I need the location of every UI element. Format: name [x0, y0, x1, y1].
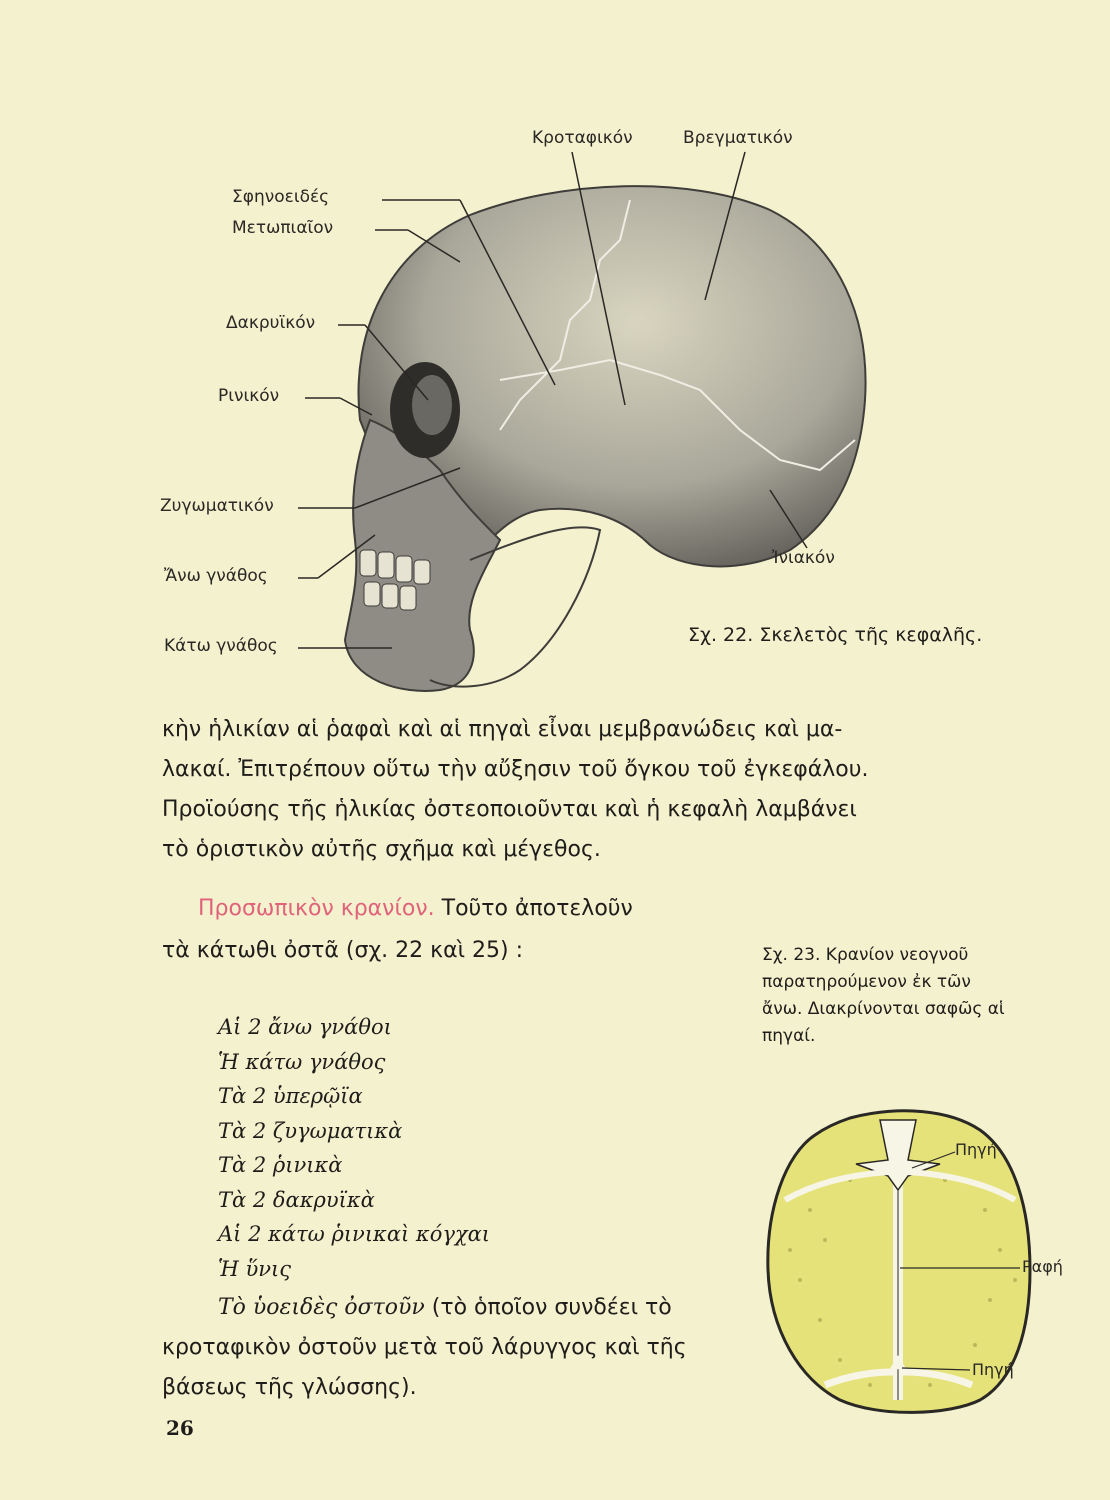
skull-illustration	[0, 0, 1110, 700]
figure-22-caption: Σχ. 22. Σκελετὸς τῆς κεφαλῆς.	[688, 624, 983, 646]
label-zygomatic: Ζυγωματικόν	[160, 496, 274, 516]
page-number: 26	[166, 1416, 194, 1440]
closing-paragraph	[162, 1288, 732, 1408]
section-heading: Προσωπικὸν κρανίον.	[198, 896, 435, 921]
bone-list	[218, 1010, 490, 1286]
paragraph-line: κὴν ἡλικίαν αἱ ῥαφαὶ καὶ αἱ πηγαὶ εἶναι μεμβρανώδεις καὶ μα-	[162, 717, 843, 742]
label-occipital: Ἰνιακόν	[772, 548, 835, 568]
section-heading-line	[162, 896, 633, 921]
paragraph-line: τὸ ὁριστικὸν αὐτῆς σχῆμα καὶ μέγεθος.	[162, 837, 601, 862]
section-intro: τὰ κάτωθι ὀστᾶ (σχ. 22 καὶ 25) :	[162, 938, 524, 963]
list-item: Αἱ 2 κάτω ῥινικαὶ κόγχαι	[218, 1222, 491, 1246]
label-sphenoid: Σφηνοειδές	[232, 187, 330, 207]
label-suture: Ραφή	[1022, 1257, 1063, 1276]
section-heading-rest: Τοῦτο ἀποτελοῦν	[441, 896, 633, 921]
label-fontanelle-top: Πηγή	[955, 1140, 997, 1159]
label-mandible: Κάτω γνάθος	[164, 636, 278, 656]
label-temporal: Κροταφικόν	[532, 128, 633, 148]
label-lacrimal: Δακρυϊκόν	[226, 313, 316, 333]
paragraph-line: Προϊούσης τῆς ἡλικίας ὀστεοποιοῦνται καὶ ἡ κεφαλὴ λαμβάνει	[162, 797, 857, 822]
figure-23-caption: Σχ. 23. Κρανίον νεογνοῦ παρατηρούμενον ἐκ τῶν ἄνω. Διακρίνονται σαφῶς αἱ πηγαί.	[762, 945, 1005, 1046]
closing-text: (τὸ ὁποῖον συνδέει τὸ κροταφικὸν ὀστοῦν μετὰ τοῦ λάρυγγος καὶ τῆς βάσεως τῆς γλώσσης).	[162, 1295, 687, 1400]
label-frontal: Μετωπιαῖον	[232, 218, 334, 238]
list-item: Ἡ κάτω γνάθος	[218, 1049, 386, 1074]
list-item: Τὰ 2 ὑπερῷϊα	[218, 1084, 363, 1108]
label-nasal: Ρινικόν	[218, 386, 280, 406]
paragraph-line: λακαί. Ἐπιτρέπουν οὕτω τὴν αὔξησιν τοῦ ὄγκου τοῦ ἐγκεφάλου.	[162, 757, 869, 782]
list-item: Ἡ ὕνις	[218, 1256, 292, 1281]
list-item: Τὰ 2 ῥινικὰ	[218, 1153, 343, 1177]
list-item: Τὰ 2 ζυγωματικὰ	[218, 1118, 403, 1143]
closing-italic: Τὸ ὑοειδὲς ὀστοῦν	[218, 1295, 425, 1320]
list-item: Τὰ 2 δακρυϊκὰ	[218, 1187, 375, 1212]
list-item: Αἱ 2 ἄνω γνάθοι	[218, 1015, 392, 1039]
label-fontanelle-bottom: Πηγή	[972, 1360, 1014, 1379]
label-maxilla: Ἄνω γνάθος	[164, 566, 268, 586]
paragraph	[162, 710, 902, 870]
label-parietal: Βρεγματικόν	[683, 128, 793, 148]
